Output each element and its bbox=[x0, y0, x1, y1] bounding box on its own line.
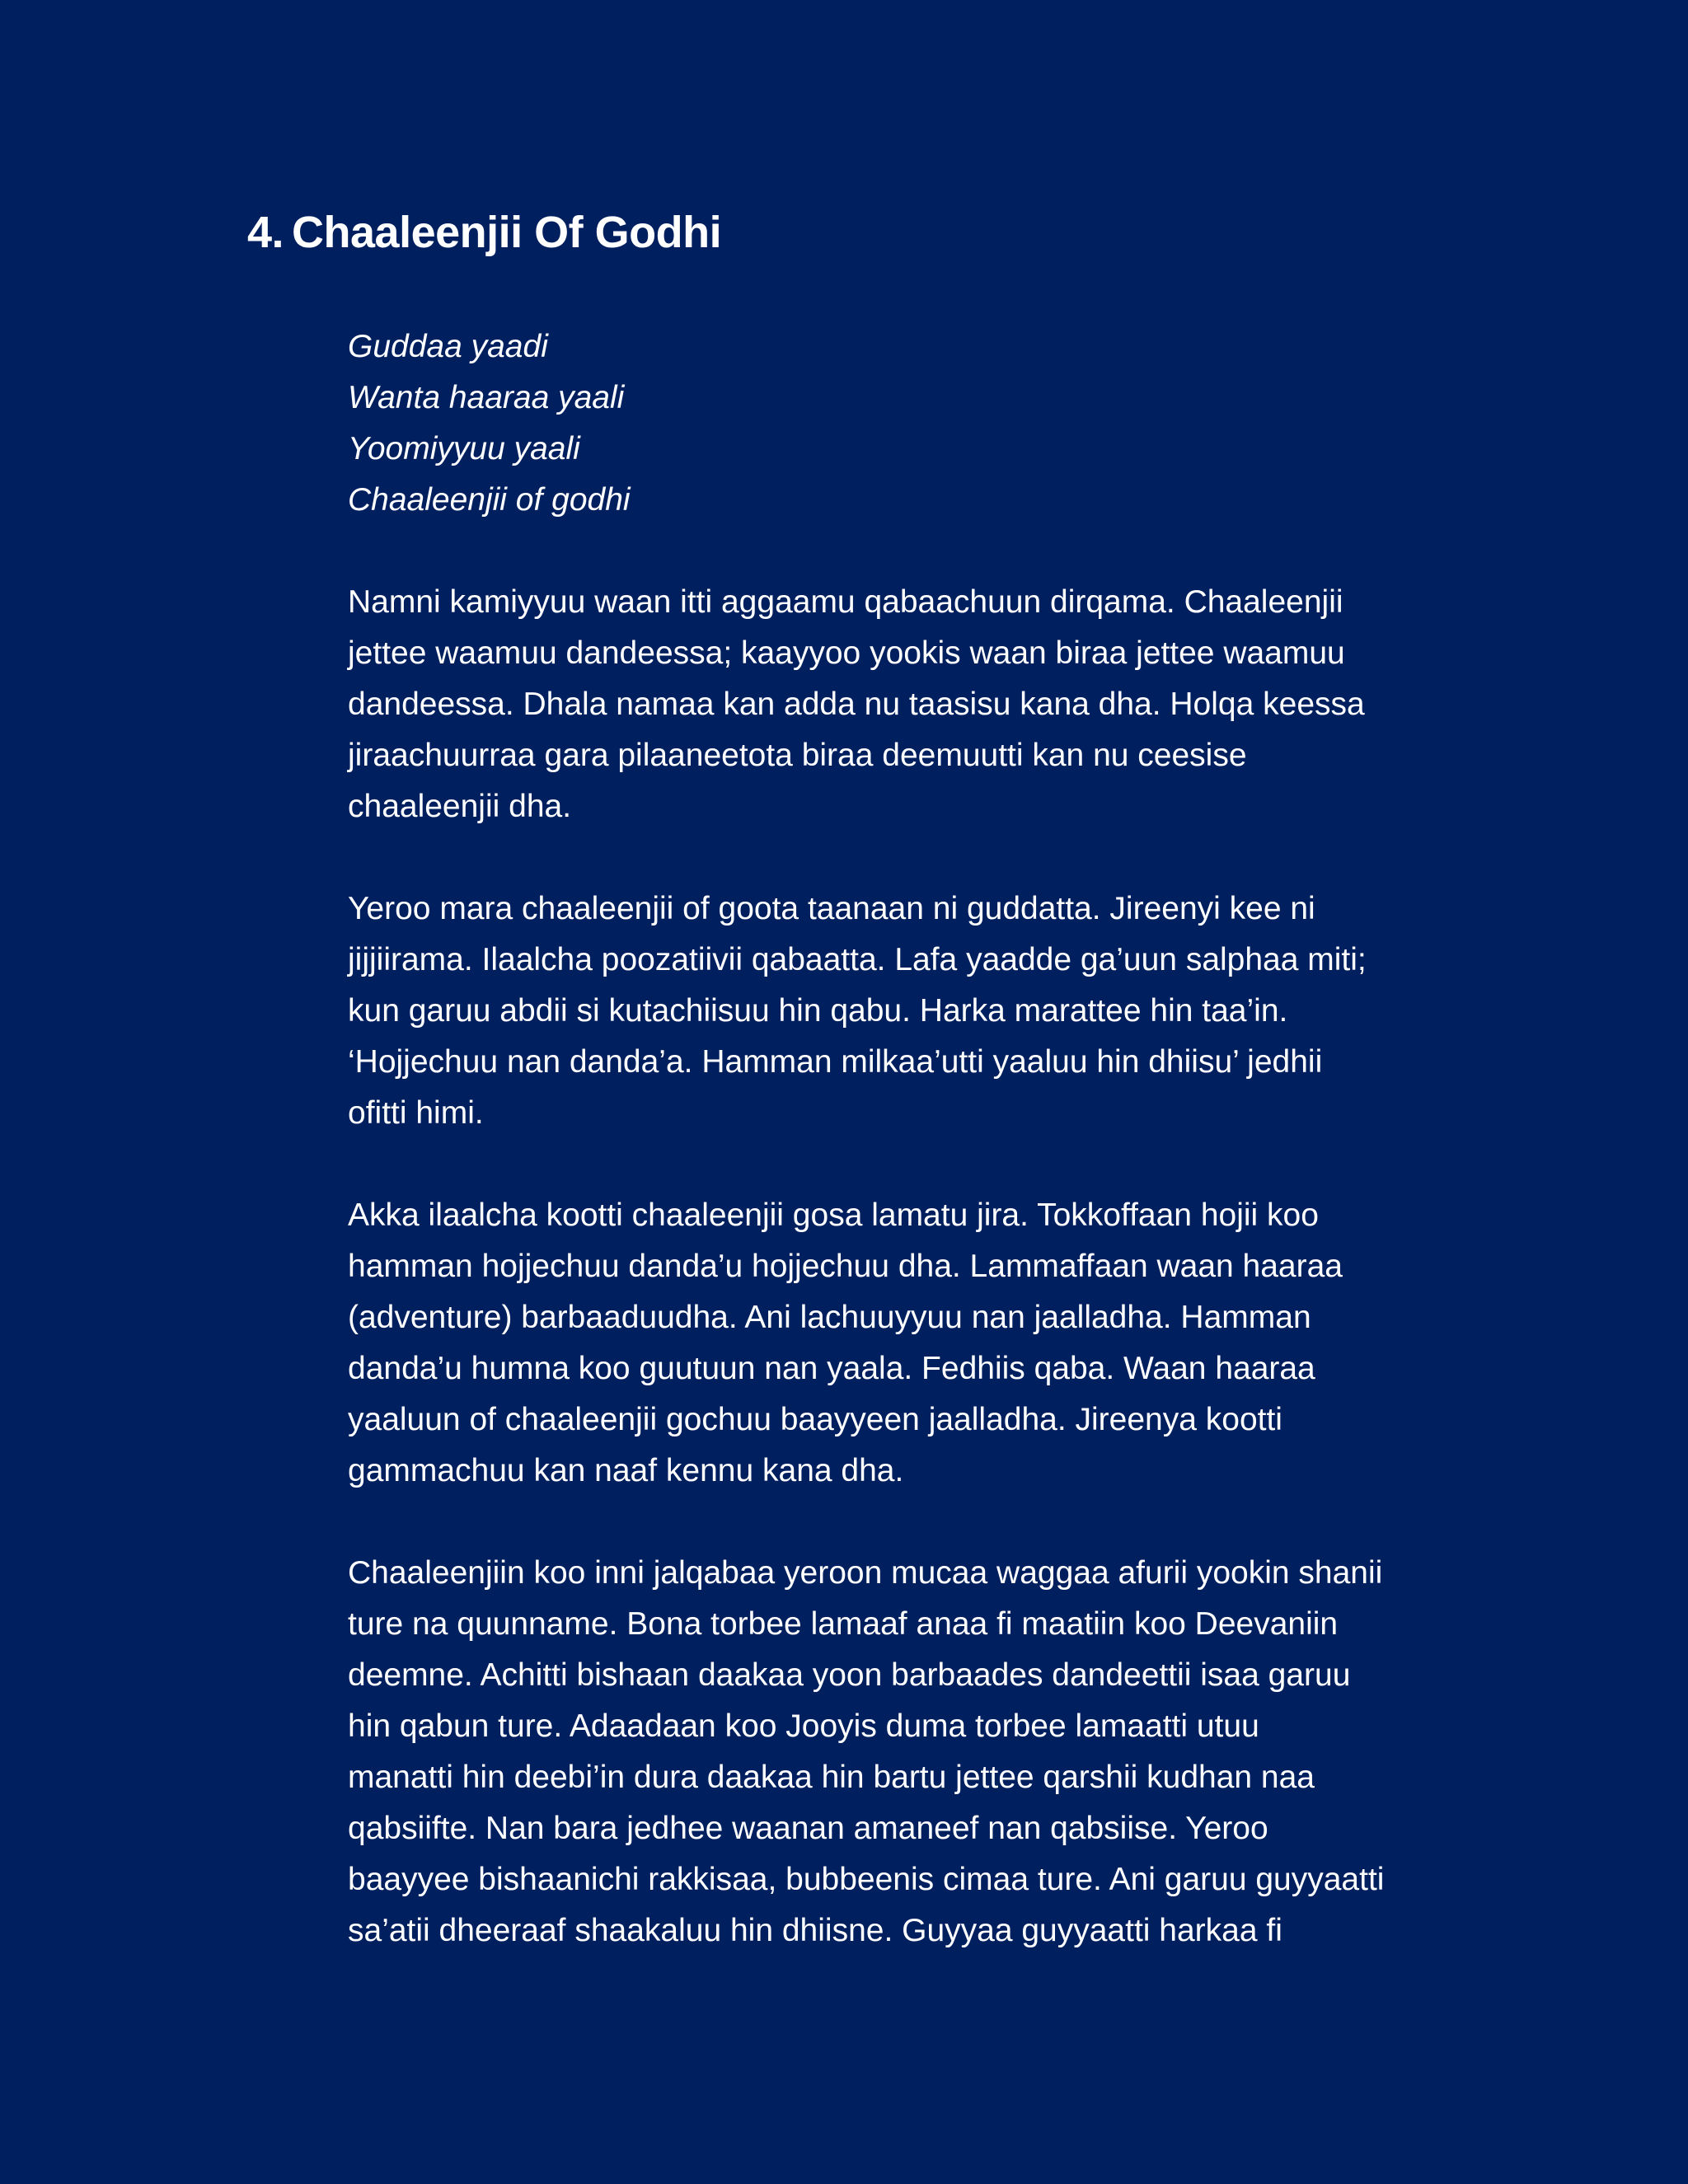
chapter-heading bbox=[247, 203, 721, 262]
paragraph-line: manatti hin deebi’in dura daakaa hin bartu jettee qarshii kudhan naa bbox=[348, 1760, 1315, 1795]
paragraph-line: Namni kamiyyuu waan itti aggaamu qabaachuun dirqama. Chaaleenjii bbox=[348, 584, 1343, 620]
paragraph bbox=[348, 577, 1502, 832]
paragraph-line: jiraachuurraa gara pilaaneetota biraa deemuutti kan nu ceesise bbox=[348, 738, 1247, 773]
paragraph-line: ‘Hojjechuu nan danda’a. Hamman milkaa’utti yaaluu hin dhiisu’ jedhii bbox=[348, 1044, 1323, 1080]
paragraph-line: Akka ilaalcha kootti chaaleenjii gosa lamatu jira. Tokkoffaan hojii koo bbox=[348, 1197, 1319, 1233]
paragraph-line: kun garuu abdii si kutachiisuu hin qabu. Harka marattee hin taa’in. bbox=[348, 993, 1288, 1029]
paragraph-line: baayyee bishaanichi rakkisaa, bubbeenis cimaa ture. Ani garuu guyyaatti bbox=[348, 1862, 1385, 1897]
paragraph-line: Chaaleenjiin koo inni jalqabaa yeroon mucaa waggaa afurii yookin shanii bbox=[348, 1555, 1383, 1591]
paragraph bbox=[348, 1548, 1502, 1957]
paragraph bbox=[348, 1190, 1502, 1497]
poem-line: Yoomiyyuu yaali bbox=[348, 431, 580, 466]
paragraph-line: hamman hojjechuu danda’u hojjechuu dha. Lammaffaan waan haaraa bbox=[348, 1249, 1343, 1284]
paragraph-line: yaaluun of chaaleenjii gochuu baayyeen jaalladha. Jireenya kootti bbox=[348, 1402, 1282, 1437]
poem-line: Guddaa yaadi bbox=[348, 329, 548, 364]
chapter-body bbox=[348, 321, 1502, 2008]
paragraph-line: Yeroo mara chaaleenjii of goota taanaan ni guddatta. Jireenyi kee ni bbox=[348, 891, 1315, 926]
paragraph-line: hin qabun ture. Adaadaan koo Jooyis duma torbee lamaatti utuu bbox=[348, 1708, 1259, 1744]
chapter-title: Chaaleenjii Of Godhi bbox=[292, 208, 722, 257]
paragraph-line: ofitti himi. bbox=[348, 1095, 484, 1131]
chapter-number: 4. bbox=[247, 208, 284, 257]
paragraph-line: sa’atii dheeraaf shaakaluu hin dhiisne. Guyyaa guyyaatti harkaa fi bbox=[348, 1913, 1282, 1948]
paragraph-line: deemne. Achitti bishaan daakaa yoon barbaades dandeettii isaa garuu bbox=[348, 1657, 1351, 1693]
paragraph-line: jijjiirama. Ilaalcha poozatiivii qabaatta. Lafa yaadde ga’uun salphaa miti; bbox=[348, 942, 1367, 977]
poem-line: Wanta haaraa yaali bbox=[348, 380, 625, 415]
paragraph-line: (adventure) barbaaduudha. Ani lachuuyyuu nan jaalladha. Hamman bbox=[348, 1300, 1311, 1335]
paragraph-line: dandeessa. Dhala namaa kan adda nu taasisu kana dha. Holqa keessa bbox=[348, 687, 1365, 722]
paragraph-line: jettee waamuu dandeessa; kaayyoo yookis waan biraa jettee waamuu bbox=[348, 635, 1345, 671]
poem-line: Chaaleenjii of godhi bbox=[348, 482, 631, 518]
paragraph-line: chaaleenjii dha. bbox=[348, 789, 572, 824]
paragraph-line: ture na quunname. Bona torbee lamaaf anaa fi maatiin koo Deevaniin bbox=[348, 1606, 1339, 1642]
paragraph-line: qabsiifte. Nan bara jedhee waanan amaneef nan qabsiise. Yeroo bbox=[348, 1811, 1268, 1846]
paragraph-line: gammachuu kan naaf kennu kana dha. bbox=[348, 1453, 904, 1488]
paragraph bbox=[348, 883, 1502, 1139]
paragraph-line: danda’u humna koo guutuun nan yaala. Fedhiis qaba. Waan haaraa bbox=[348, 1351, 1315, 1386]
poem bbox=[348, 321, 1502, 526]
